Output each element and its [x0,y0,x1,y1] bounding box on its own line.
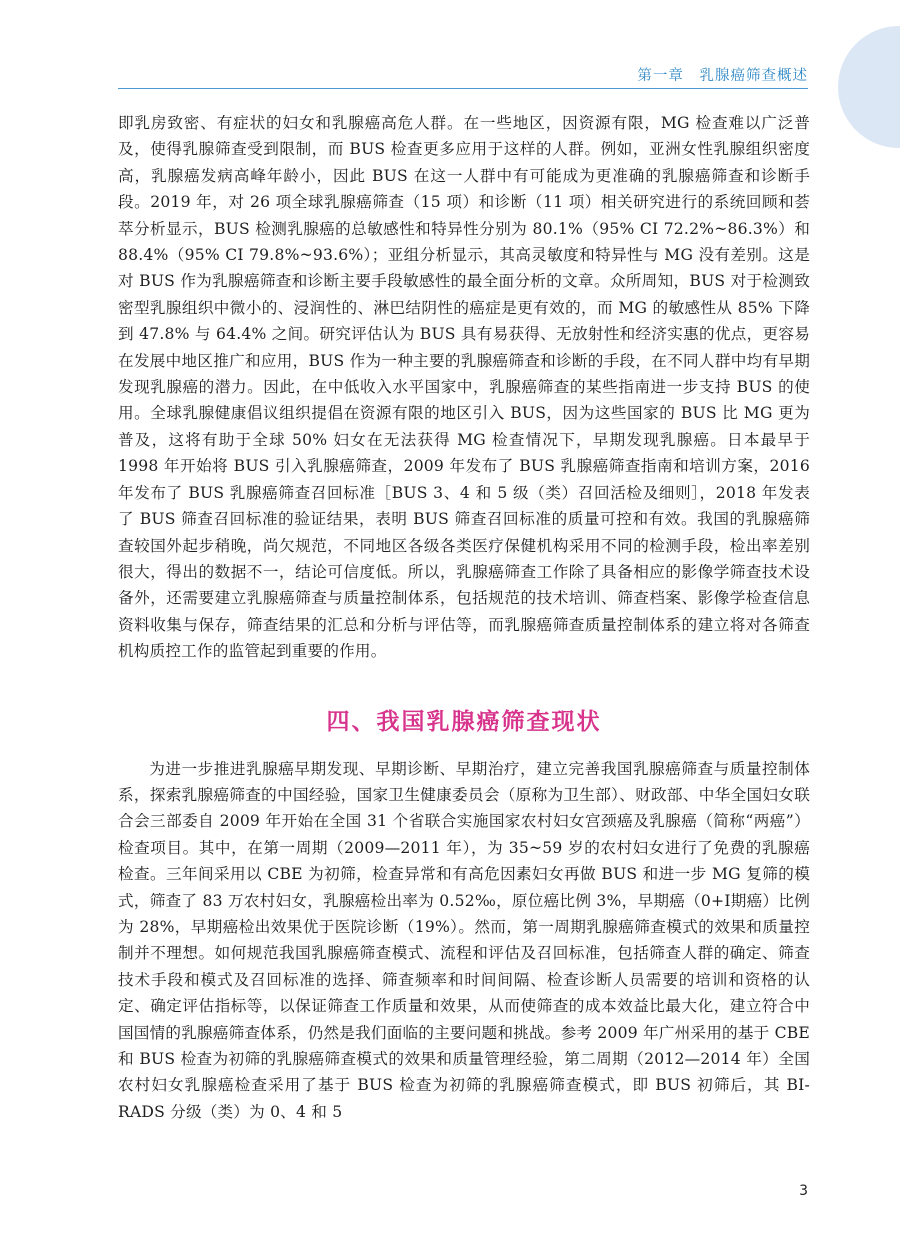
running-header [118,64,808,88]
header-rule [118,88,808,89]
paragraph-continued: 即乳房致密、有症状的妇女和乳腺癌高危人群。在一些地区，因资源有限，MG 检查难以广泛普及，使得乳腺筛查受到限制，而 BUS 检查更多应用于这样的人群。例如，亚洲女性乳腺组织密度高，乳腺癌发病高峰年龄小，因此 BUS 在这一人群中有可能成为更准确的乳腺癌筛查和诊断手段。2019 年，对 26 项全球乳腺癌筛查（15 项）和诊断（11 项）相关研究进行的系统回顾和荟萃分析显示，BUS 检测乳腺癌的总敏感性和特异性分别为 80.1%（95% CI 72.2%~86.3%）和 88.4%（95% CI 79.8%~93.6%）；亚组分析显示，其高灵敏度和特异性与 MG 没有差别。这是对 BUS 作为乳腺癌筛查和诊断主要手段敏感性的最全面分析的文章。众所周知，BUS 对于检测致密型乳腺组织中微小的、浸润性的、淋巴结阴性的癌症是更有效的，而 MG 的敏感性从 85% 下降到 47.8% 与 64.4% 之间。研究评估认为 BUS 具有易获得、无放射性和经济实惠的优点，更容易在发展中地区推广和应用，BUS 作为一种主要的乳腺癌筛查和诊断的手段，在不同人群中均有早期发现乳腺癌的潜力。因此，在中低收入水平国家中，乳腺癌筛查的某些指南进一步支持 BUS 的使用。全球乳腺健康倡议组织提倡在资源有限的地区引入 BUS，因为这些国家的 BUS 比 MG 更为普及，这将有助于全球 50% 妇女在无法获得 MG 检查情况下，早期发现乳腺癌。日本最早于 1998 年开始将 BUS 引入乳腺癌筛查，2009 年发布了 BUS 乳腺癌筛查指南和培训方案，2016 年发布了 BUS 乳腺癌筛查召回标准［BUS 3、4 和 5 级（类）召回活检及细则］，2018 年发表了 BUS 筛查召回标准的验证结果，表明 BUS 筛查召回标准的质量可控和有效。我国的乳腺癌筛查较国外起步稍晚，尚欠规范，不同地区各级各类医疗保健机构采用不同的检测手段，检出率差别很大，得出的数据不一，结论可信度低。所以，乳腺癌筛查工作除了具备相应的影像学筛查技术设备外，还需要建立乳腺癌筛查与质量控制体系，包括规范的技术培训、筛查档案、影像学检查信息资料收集与保存，筛查结果的汇总和分析与评估等，而乳腺癌筛查质量控制体系的建立将对各筛查机构质控工作的监管起到重要的作用。 [118,114,810,661]
chapter-title: 乳腺癌筛查概述 [699,68,808,84]
section-heading: 四、我国乳腺癌筛查现状 [326,708,602,735]
page-number: 3 [799,1183,808,1199]
chapter-corner-tab [838,26,900,148]
page-body [118,110,810,1125]
paragraph-section-four: 为进一步推进乳腺癌早期发现、早期诊断、早期治疗，建立完善我国乳腺癌筛查与质量控制体系，探索乳腺癌筛查的中国经验，国家卫生健康委员会（原称为卫生部）、财政部、中华全国妇女联合会三部委自 2009 年开始在全国 31 个省联合实施国家农村妇女宫颈癌及乳腺癌（简称“两癌”）检查项目。其中，在第一周期（2009—2011 年），为 35~59 岁的农村妇女进行了免费的乳腺癌检查。三年间采用以 CBE 为初筛，检查异常和有高危因素妇女再做 BUS 和进一步 MG 复筛的模式，筛查了 83 万农村妇女，乳腺癌检出率为 0.52‰，原位癌比例 3%，早期癌（0+Ⅰ期癌）比例为 28%，早期癌检出效果优于医院诊断（19%）。然而，第一周期乳腺癌筛查模式的效果和质量控制并不理想。如何规范我国乳腺癌筛查模式、流程和评估及召回标准，包括筛查人群的确定、筛查技术手段和模式及召回标准的选择、筛查频率和时间间隔、检查诊断人员需要的培训和资格的认定、确定评估指标等，以保证筛查工作质量和效果，从而使筛查的成本效益比最大化，建立符合中国国情的乳腺癌筛查体系，仍然是我们面临的主要问题和挑战。参考 2009 年广州采用的基于 CBE 和 BUS 检查为初筛的乳腺癌筛查模式的效果和质量管理经验，第二周期（2012—2014 年）全国农村妇女乳腺癌检查采用了基于 BUS 检查为初筛的乳腺癌筛查模式，即 BUS 初筛后，其 BI-RADS 分级（类）为 0、4 和 5 [118,759,810,1121]
chapter-number: 第一章 [637,68,684,84]
